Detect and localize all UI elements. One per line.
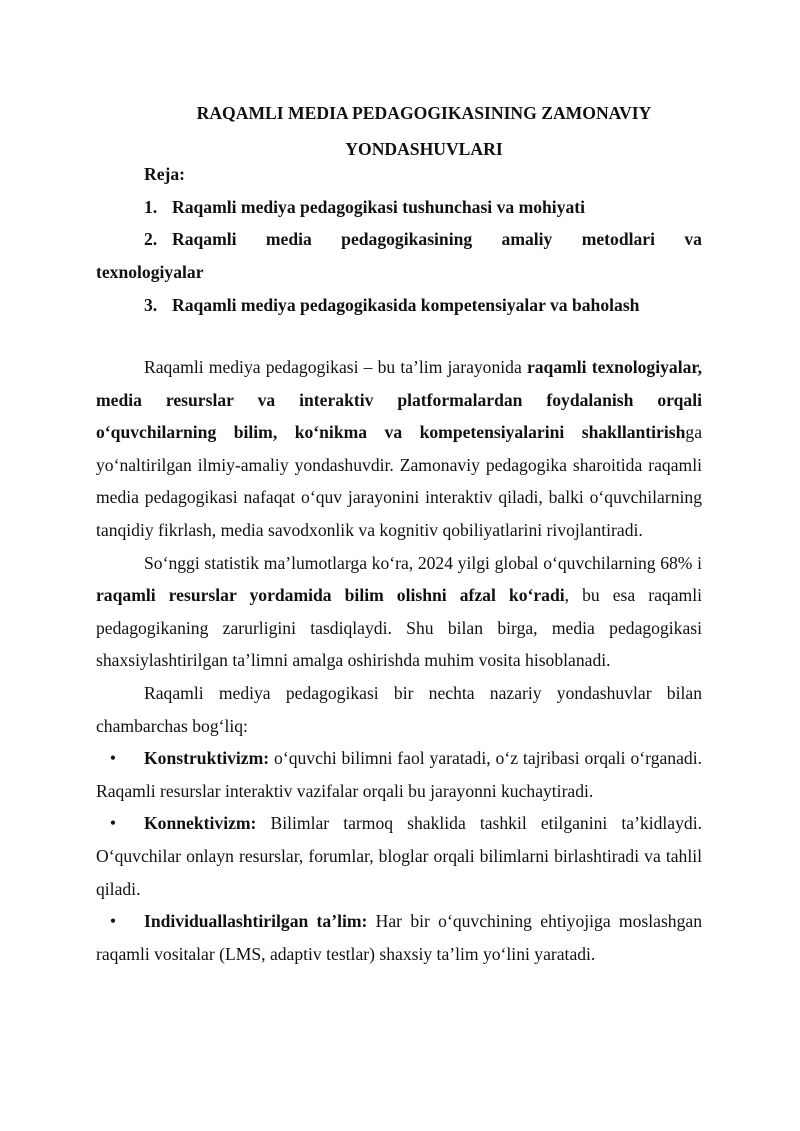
plan-item-number: 1.	[144, 196, 158, 217]
plan-item-3	[96, 289, 702, 322]
paragraph-text: ga yo‘naltirilgan ilmiy-amaliy yondashuvdir. Zamonaviy pedagogika sharoitida raqamli media pedagogikasi nafaqat o‘quv jarayonini interaktiv qiladi, balki o‘quvchilarning tanqidiy fikrlash, media savodxonlik va kognitiv qobiliyatlarini rivojlantiradi.	[96, 422, 702, 540]
bullet-text: o‘quvchi bilimni faol yaratadi, o‘z tajribasi orqali o‘rganadi. Raqamli resurslar interaktiv vazifalar orqali bu jarayonni kuchaytiradi.	[96, 748, 702, 801]
paragraph-1	[96, 351, 702, 547]
paragraph-3	[96, 677, 702, 742]
title-line-1: RAQAMLI MEDIA PEDAGOGIKASINING ZAMONAVIY	[196, 103, 652, 123]
plan-heading: Reja:	[144, 164, 186, 184]
plan-item-word: media	[265, 229, 312, 249]
plan-item-text: Raqamli mediya pedagogikasida kompetensiyalar va baholash	[172, 294, 640, 315]
bullet-item-1	[96, 742, 702, 807]
document-title	[96, 95, 704, 167]
bullet-item-3	[96, 905, 702, 970]
plan-item-word: pedagogikasining	[341, 229, 473, 249]
paragraph-text: , bu esa raqamli pedagogikaning zarurligini tasdiqlaydi. Shu bilan birga, media pedagogikasi shaxsiylashtirilgan ta’limni amalga oshirishda muhim vosita hisoblanadi.	[96, 585, 702, 671]
plan-item-2	[96, 223, 702, 256]
plan-item-1	[96, 191, 702, 224]
plan-item-word: Raqamli	[172, 229, 237, 249]
paragraph-2	[96, 547, 702, 677]
plan-item-word: amaliy	[501, 229, 553, 249]
plan-item-number: 3.	[144, 294, 158, 315]
bullet-icon: •	[109, 748, 116, 769]
plan-item-number: 2.	[144, 229, 158, 249]
bullet-term: Konnektivizm:	[144, 813, 257, 834]
plan-item-text: Raqamli mediya pedagogikasi tushunchasi va mohiyati	[172, 196, 586, 217]
title-line-2: YONDASHUVLARI	[345, 139, 503, 159]
plan-item-word: va	[684, 229, 702, 249]
bullet-term: Individuallashtirilgan ta’lim:	[144, 911, 368, 932]
plan-item-word: metodlari	[581, 229, 655, 249]
plan-item-2-continuation: texnologiyalar	[96, 262, 204, 282]
paragraph-text: So‘nggi statistik ma’lumotlarga ko‘ra, 2024 yilgi global o‘quvchilarning 68% i	[144, 552, 702, 573]
plan-section	[96, 158, 702, 321]
bullet-item-2	[96, 807, 702, 905]
paragraph-bold-text: raqamli texnologiyalar, media resurslar va interaktiv platformalardan foydalanish orqali o‘quvchilarning bilim, ko‘nikma va kompetensiyalarini shakllantirish	[96, 357, 702, 443]
bullet-text: Bilimlar tarmoq shaklida tashkil etilganini ta’kidlaydi. O‘quvchilar onlayn resurslar, forumlar, bloglar orqali bilimlarni birlashtiradi va tahlil qiladi.	[96, 813, 702, 899]
paragraph-text: Raqamli mediya pedagogikasi bir nechta nazariy yondashuvlar bilan chambarchas bog‘liq:	[96, 682, 702, 736]
bullet-icon: •	[109, 813, 116, 834]
paragraph-text: Raqamli mediya pedagogikasi – bu ta’lim jarayonida	[144, 357, 527, 377]
paragraph-bold-text: raqamli resurslar yordamida bilim olishni afzal ko‘radi	[96, 585, 565, 606]
bullet-term: Konstruktivizm:	[144, 748, 270, 769]
bullet-text: Har bir o‘quvchining ehtiyojiga moslashgan raqamli vositalar (LMS, adaptiv testlar) shaxsiy ta’lim yo‘lini yaratadi.	[96, 911, 702, 964]
bullet-icon: •	[109, 911, 116, 932]
body-text	[96, 351, 702, 970]
